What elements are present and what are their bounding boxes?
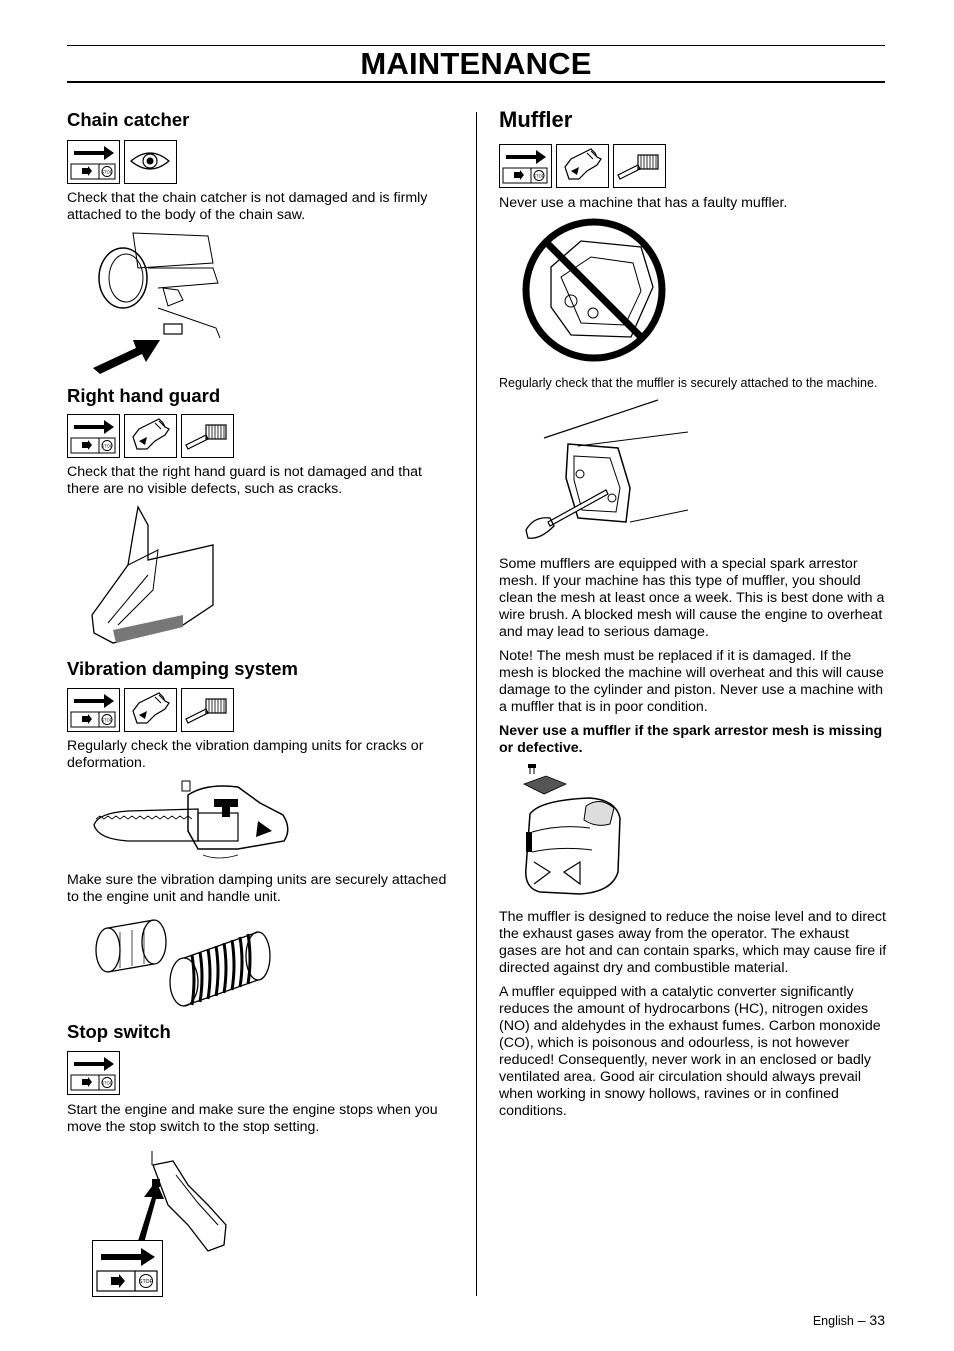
- chainsaw-illustration: [88, 775, 294, 866]
- muffler-warning: Never use a muffler if the spark arrestor mesh is missing or defective.: [499, 723, 883, 756]
- footer-language: English: [812, 1314, 854, 1328]
- stop-switch-text: Start the engine and make sure the engine stops when you move the stop switch to the stop setting.: [67, 1102, 438, 1135]
- protective-glove-icon: [556, 144, 609, 188]
- footer-separator: –: [853, 1312, 870, 1328]
- right-hand-guard-illustration: [88, 505, 218, 655]
- vibration-text-1: Regularly check the vibration damping units for cracks or deformation.: [67, 738, 424, 771]
- stop-label: STOP: [138, 1279, 154, 1286]
- muffler-p4: Note! The mesh must be replaced if it is damaged. If the mesh is blocked the machine will overheat and this will cause damage to the cylinder and piston. Never use a machine with a muffler that is in poor condition.: [499, 648, 884, 715]
- vibration-text-2: Make sure the vibration damping units are securely attached to the engine unit and handle unit.: [67, 872, 447, 905]
- vibration-damping-heading: Vibration damping system: [67, 658, 298, 679]
- stop-engine-icon: [67, 1051, 120, 1095]
- right-hand-guard-heading: Right hand guard: [67, 385, 221, 406]
- stop-label: STOP: [101, 1080, 113, 1086]
- muffler-p6: The muffler is designed to reduce the noise level and to direct the exhaust gases away from the operator. The exhaust gases are hot and can contain sparks, which may cause fire if directed against dry and combustible material.: [499, 909, 887, 976]
- page-title: MAINTENANCE: [360, 46, 592, 81]
- spark-arrestor-muffler-illustration: [520, 762, 624, 907]
- stop-label: STOP: [101, 443, 113, 449]
- muffler-heading: Muffler: [499, 107, 573, 132]
- muffler-p1: Never use a machine that has a faulty muffler.: [499, 195, 788, 211]
- stop-engine-icon: [67, 140, 120, 184]
- stop-engine-icon-large: [92, 1240, 163, 1297]
- right-hand-guard-text: Check that the right hand guard is not damaged and that there are no visible defects, such as cracks.: [67, 464, 422, 497]
- prohibited-muffler-illustration: [521, 217, 667, 368]
- muffler-p2: Regularly check that the muffler is securely attached to the machine.: [499, 376, 878, 390]
- stop-engine-icon: [499, 144, 552, 188]
- stop-label: STOP: [533, 173, 545, 179]
- wire-brush-icon: [613, 144, 666, 188]
- page-number: 33: [869, 1312, 885, 1328]
- muffler-screwdriver-illustration: [518, 398, 690, 551]
- wire-brush-icon: [181, 688, 234, 732]
- eye-inspect-icon: [124, 140, 177, 184]
- wire-brush-icon: [181, 414, 234, 458]
- page-footer: [813, 1312, 885, 1328]
- damping-units-illustration: [88, 910, 273, 1017]
- chain-catcher-heading: Chain catcher: [67, 109, 190, 130]
- chain-catcher-illustration: [88, 228, 228, 379]
- protective-glove-icon: [124, 414, 177, 458]
- header-rule-bottom: [67, 81, 885, 83]
- muffler-p7: A muffler equipped with a catalytic converter significantly reduces the amount of hydrocarbons (HC), nitrogen oxides (NO) and aldehydes in the exhaust fumes. Carbon monoxide (CO), which is poisonous and odourless, is not however reduced! Consequently, never work in an enclosed or badly ventilated area. Good air circulation should always prevail when working in snowy hollows, ravines or in confined conditions.: [499, 984, 881, 1119]
- column-divider: [476, 112, 477, 1296]
- stop-engine-icon: [67, 414, 120, 458]
- stop-switch-heading: Stop switch: [67, 1021, 171, 1042]
- muffler-p3: Some mufflers are equipped with a special spark arrestor mesh. If your machine has this type of muffler, you should clean the mesh at least once a week. This is best done with a wire brush. A blocked mesh will cause the engine to overheat and may lead to serious damage.: [499, 556, 885, 640]
- chain-catcher-text: Check that the chain catcher is not damaged and is firmly attached to the body of the chain saw.: [67, 190, 428, 223]
- stop-label: STOP: [101, 717, 113, 723]
- stop-engine-icon: [67, 688, 120, 732]
- stop-label: STOP: [101, 169, 113, 175]
- protective-glove-icon: [124, 688, 177, 732]
